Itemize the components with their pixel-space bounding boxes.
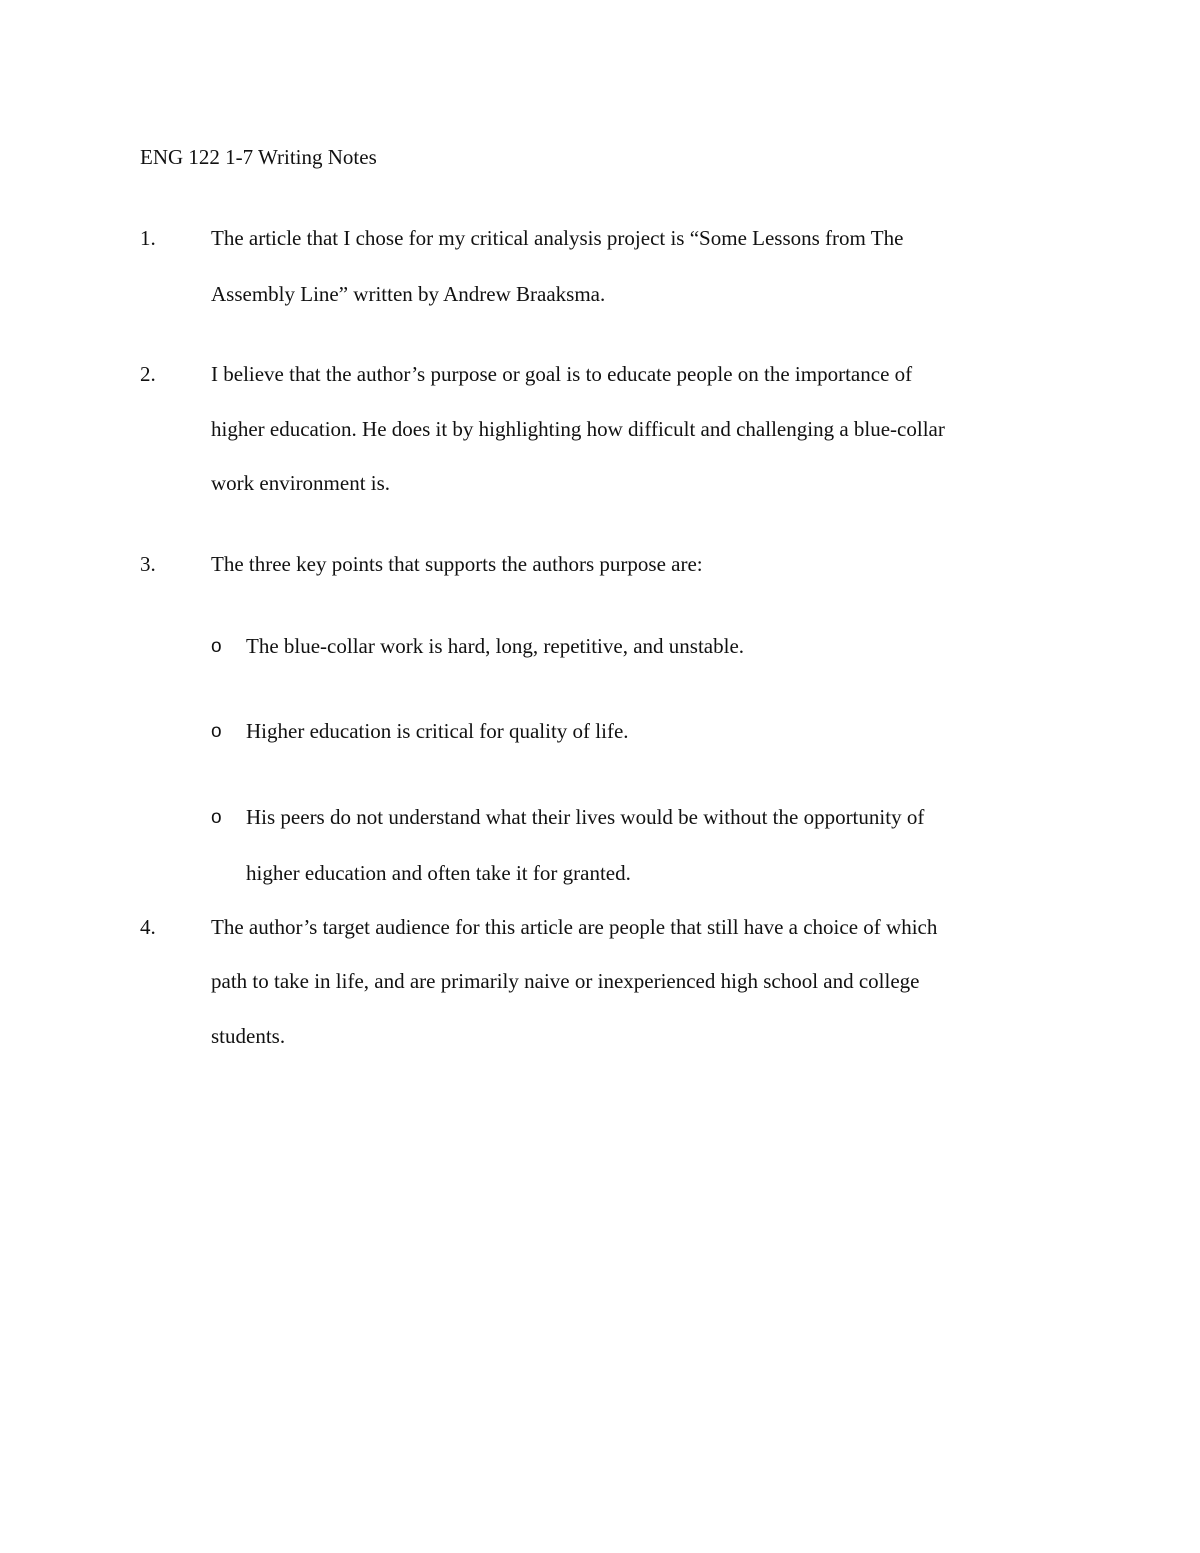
item-1-line-2: Assembly Line” written by Andrew Braaksma. (211, 282, 606, 306)
item-2-number: 2. (140, 362, 156, 386)
item-4-line-1: The author’s target audience for this article are people that still have a choice of which (211, 915, 938, 939)
bullet-1-line-1: The blue-collar work is hard, long, repetitive, and unstable. (246, 634, 745, 658)
item-4-line-3: students. (211, 1024, 286, 1048)
item-3-number: 3. (140, 552, 156, 576)
item-2-line-2: higher education. He does it by highlighting how difficult and challenging a blue-collar (211, 417, 945, 441)
item-2-line-1: I believe that the author’s purpose or goal is to educate people on the importance of (211, 362, 913, 386)
item-3-line-1: The three key points that supports the authors purpose are: (211, 552, 703, 576)
document-title: ENG 122 1-7 Writing Notes (140, 145, 377, 169)
bullet-2-marker: o (211, 721, 222, 742)
item-2-line-3: work environment is. (211, 471, 391, 495)
item-1-number: 1. (140, 226, 156, 250)
bullet-1-marker: o (211, 636, 222, 657)
bullet-3-line-2: higher education and often take it for granted. (246, 861, 631, 885)
bullet-3-line-1: His peers do not understand what their lives would be without the opportunity of (246, 805, 925, 829)
item-4-line-2: path to take in life, and are primarily naive or inexperienced high school and college (211, 969, 920, 993)
item-1-line-1: The article that I chose for my critical analysis project is “Some Lessons from The (211, 226, 904, 250)
bullet-2-line-1: Higher education is critical for quality of life. (246, 719, 629, 743)
bullet-3-marker: o (211, 807, 222, 828)
item-4-number: 4. (140, 915, 156, 939)
